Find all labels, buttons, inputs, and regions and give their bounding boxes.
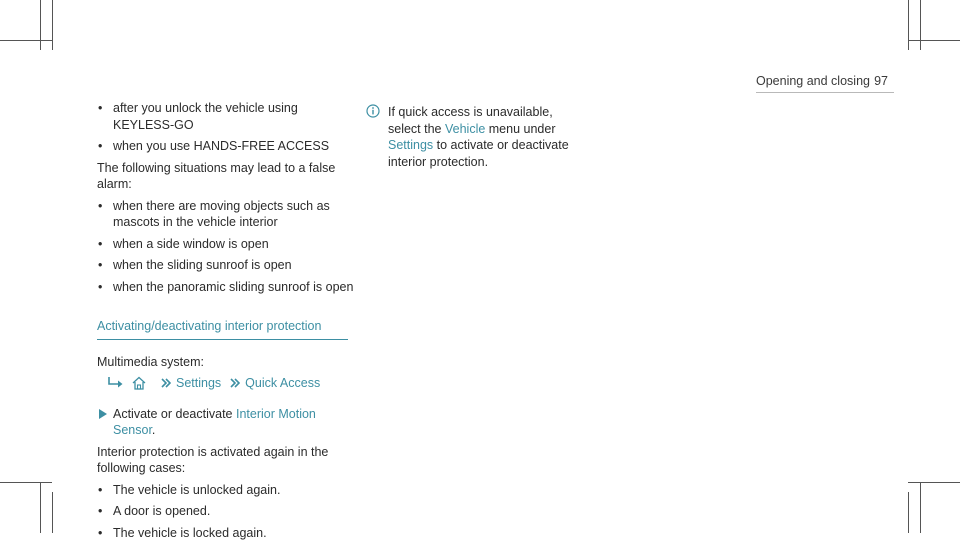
crop-mark <box>908 40 960 41</box>
list-item: • The vehicle is unlocked again. <box>97 482 357 499</box>
crop-mark <box>40 0 41 50</box>
double-chevron-icon <box>230 378 240 388</box>
note-mid: menu under <box>485 121 556 136</box>
crop-mark <box>52 0 53 50</box>
list-item: • after you unlock the vehicle using KEYLESS-GO <box>97 100 357 133</box>
crop-mark <box>52 492 53 533</box>
interior-motion-sensor-link[interactable]: Interior Motion Sensor <box>113 406 316 437</box>
vehicle-link[interactable]: Vehicle <box>444 121 486 136</box>
section-heading: Activating/deactivating interior protection <box>97 318 348 340</box>
system-label: Multimedia system: <box>97 354 204 369</box>
info-icon <box>366 104 380 123</box>
crop-mark <box>0 482 52 483</box>
action-suffix: . <box>151 423 156 437</box>
crop-mark <box>908 482 960 483</box>
list-item: • when the panoramic sliding sunroof is open <box>97 279 357 296</box>
return-arrow-icon <box>107 376 125 390</box>
menu-item-settings[interactable]: Settings <box>176 376 222 390</box>
menu-item-quick-access[interactable]: Quick Access <box>245 376 321 390</box>
crop-mark <box>0 40 52 41</box>
note-prefix: If quick access is unavailable, select the <box>388 105 553 136</box>
home-icon[interactable] <box>131 375 147 391</box>
settings-link[interactable]: Settings <box>388 138 434 152</box>
crop-mark <box>920 0 921 50</box>
running-header <box>756 74 894 93</box>
list-item: • The vehicle is locked again. <box>97 525 357 542</box>
triangle-right-icon <box>99 409 107 419</box>
action-step <box>97 406 357 439</box>
list-item: • when there are moving objects such as mascots in the vehicle interior <box>97 198 357 231</box>
menu-path <box>107 375 357 392</box>
list-item: • when a side window is open <box>97 236 357 253</box>
header-title: Opening and closing <box>756 74 870 88</box>
list-item: • when the sliding sunroof is open <box>97 257 357 274</box>
crop-mark <box>908 0 909 50</box>
crop-mark <box>908 492 909 533</box>
list-item: • A door is opened. <box>97 503 357 520</box>
crop-mark <box>40 482 41 533</box>
action-prefix: Activate or deactivate <box>113 406 236 421</box>
page-number: 97 <box>874 74 888 88</box>
info-note <box>366 104 576 170</box>
note-suffix: to activate or deactivate interior protection. <box>388 138 569 169</box>
reactivation-intro: Interior protection is activated again in the following cases: <box>97 444 329 475</box>
left-column <box>97 100 357 546</box>
right-column <box>366 104 576 170</box>
crop-mark <box>920 482 921 533</box>
false-alarm-intro: The following situations may lead to a false alarm: <box>97 160 336 191</box>
double-chevron-icon <box>161 378 171 388</box>
list-item: • when you use HANDS-FREE ACCESS <box>97 138 357 155</box>
